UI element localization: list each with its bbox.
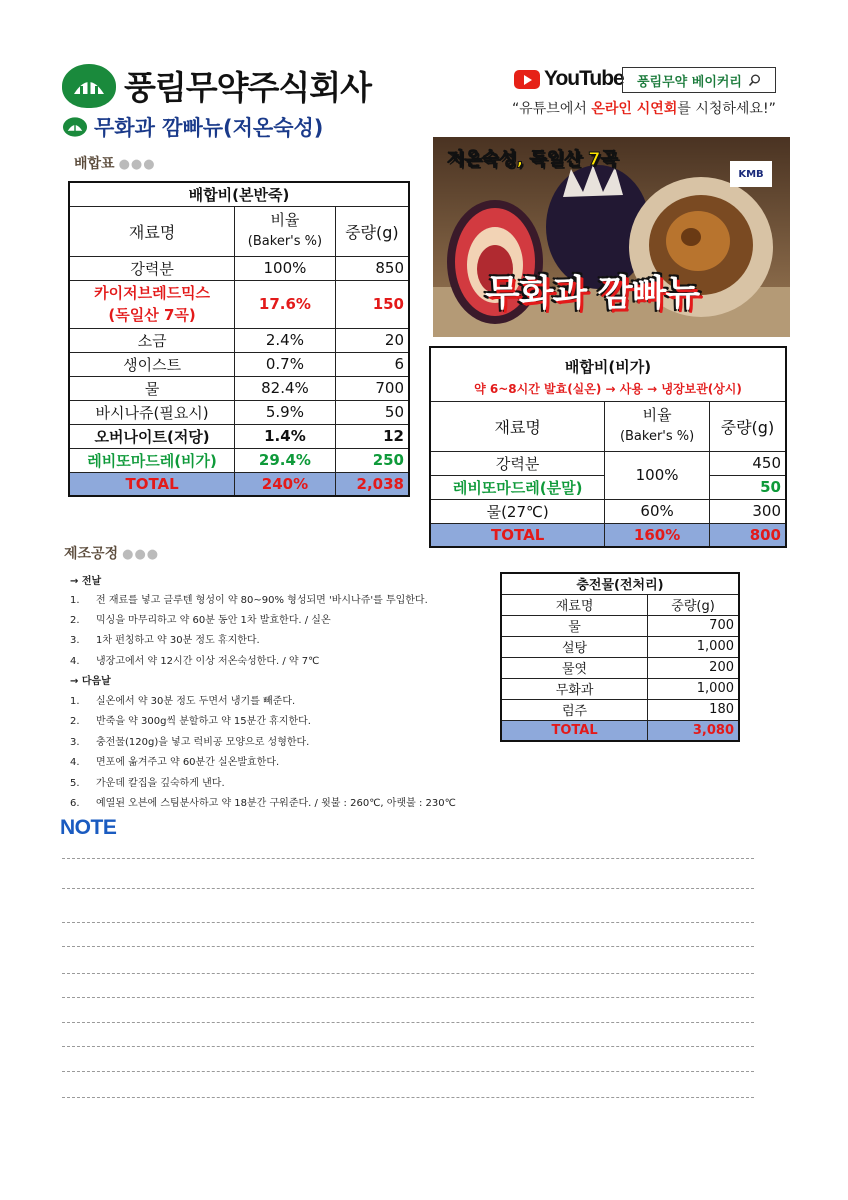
ingredient-weight: 450 <box>709 451 786 475</box>
company-logo <box>62 62 371 109</box>
note-line <box>62 888 754 889</box>
list-item <box>70 712 311 727</box>
kmb-logo: KMB <box>730 161 772 187</box>
process-heading-text: 제조공정 <box>64 546 119 562</box>
page-title: 무화과 깜빠뉴(저온숙성) <box>94 116 324 140</box>
ingredient-ratio: 60% <box>605 499 710 523</box>
product-title-row <box>62 112 323 142</box>
total-label: TOTAL <box>430 523 605 547</box>
table-row <box>501 699 739 720</box>
table-row <box>69 448 409 472</box>
ingredient-name: 강력분 <box>69 256 235 280</box>
table-row <box>69 424 409 448</box>
col-header-weight: 중량(g) <box>648 594 739 615</box>
step-number: 1. <box>70 696 80 707</box>
col-header-name: 재료명 <box>430 401 605 451</box>
ingredient-weight: 700 <box>648 615 739 636</box>
note-line <box>62 1097 754 1098</box>
filling-table <box>500 572 740 742</box>
heading-dots: ●●● <box>122 547 160 562</box>
total-row <box>430 523 786 547</box>
step-number: 4. <box>70 656 80 667</box>
ingredient-ratio: 29.4% <box>235 448 336 472</box>
ingredient-name: 생이스트 <box>69 352 235 376</box>
col-header-name: 재료명 <box>501 594 648 615</box>
tree-logo-icon <box>62 64 116 108</box>
ingredient-weight: 12 <box>335 424 409 448</box>
formula-heading-text: 배합표 <box>74 156 115 172</box>
search-icon <box>748 74 761 87</box>
channel-search-label: 풍림무약 베이커리 <box>637 74 742 90</box>
table-row <box>430 499 786 523</box>
ingredient-ratio: 17.6% <box>235 280 336 328</box>
note-line <box>62 973 754 974</box>
note-line <box>62 1071 754 1072</box>
ingredient-weight: 1,000 <box>648 678 739 699</box>
ingredient-ratio: 82.4% <box>235 376 336 400</box>
list-item <box>70 692 295 707</box>
total-row <box>69 472 409 496</box>
ingredient-weight: 150 <box>335 280 409 328</box>
ingredient-weight: 20 <box>335 328 409 352</box>
caption-highlight: 온라인 시연회 <box>591 101 678 117</box>
youtube-wordmark: YouTube <box>544 67 624 90</box>
note-heading: NOTE <box>60 816 117 839</box>
ingredient-ratio: 5.9% <box>235 400 336 424</box>
ingredient-name-line2: (독일산 7곡) <box>108 306 196 324</box>
col-header-weight: 중량(g) <box>335 206 409 256</box>
day2-heading: → 다음날 <box>70 676 111 687</box>
ingredient-name: 물 <box>69 376 235 400</box>
list-item <box>70 611 331 626</box>
biga-table <box>429 346 787 548</box>
youtube-logo <box>514 67 624 91</box>
ingredient-weight: 50 <box>335 400 409 424</box>
table-row <box>69 376 409 400</box>
ingredient-name: 소금 <box>69 328 235 352</box>
ingredient-name: 물엿 <box>501 657 648 678</box>
step-number: 4. <box>70 757 80 768</box>
step-text: 믹싱을 마무리하고 약 60분 동안 1차 발효한다. / 실온 <box>96 615 331 626</box>
step-text: 예열된 오븐에 스팀분사하고 약 18분간 구워준다. / 윗불 : 260℃, 아랫불 : 230℃ <box>96 798 456 809</box>
total-label: TOTAL <box>69 472 235 496</box>
ingredient-ratio: 2.4% <box>235 328 336 352</box>
ingredient-name: 강력분 <box>430 451 605 475</box>
ingredient-weight: 700 <box>335 376 409 400</box>
step-text: 가운데 칼집을 깊숙하게 낸다. <box>96 778 225 789</box>
ingredient-name: 럼주 <box>501 699 648 720</box>
list-item <box>70 652 319 667</box>
main-dough-table <box>68 181 410 497</box>
total-weight: 2,038 <box>335 472 409 496</box>
table-row <box>430 451 786 475</box>
step-number: 2. <box>70 716 80 727</box>
formula-section-heading <box>74 153 156 173</box>
step-text: 실온에서 약 30분 정도 두면서 냉기를 빼준다. <box>96 696 296 707</box>
ingredient-name: 물(27℃) <box>430 499 605 523</box>
table-row <box>501 678 739 699</box>
merged-ratio: 100% <box>605 451 710 499</box>
step-text: 냉장고에서 약 12시간 이상 저온숙성한다. / 약 7℃ <box>96 656 320 667</box>
ingredient-weight: 180 <box>648 699 739 720</box>
table-row <box>69 400 409 424</box>
banner-product-name: 무화과 깜빠뉴 <box>485 273 700 314</box>
step-number: 2. <box>70 615 80 626</box>
table-title: 충전물(전처리) <box>501 573 739 594</box>
day1-heading: → 전날 <box>70 576 102 587</box>
ingredient-weight: 50 <box>709 475 786 499</box>
ingredient-ratio: 0.7% <box>235 352 336 376</box>
note-line <box>62 922 754 923</box>
ingredient-ratio: 1.4% <box>235 424 336 448</box>
note-line <box>62 1022 754 1023</box>
ingredient-weight: 6 <box>335 352 409 376</box>
ingredient-weight: 1,000 <box>648 636 739 657</box>
ingredient-name: 레비또마드레(비가) <box>69 448 235 472</box>
heading-dots: ●●● <box>118 157 156 172</box>
list-item <box>70 753 279 768</box>
step-text: 전 재료를 넣고 글루텐 형성이 약 80~90% 형성되면 '바시나쥬'를 투입한다. <box>96 595 428 606</box>
caption-post: 를 시청하세요!” <box>677 101 776 117</box>
total-row <box>501 720 739 741</box>
list-item <box>70 591 428 606</box>
note-line <box>62 946 754 947</box>
product-banner-image <box>433 137 790 337</box>
col-header-ratio <box>605 401 710 451</box>
step-number: 6. <box>70 798 80 809</box>
table-row <box>69 280 409 328</box>
total-ratio: 240% <box>235 472 336 496</box>
col-header-name: 재료명 <box>69 206 235 256</box>
step-text: 1차 펀칭하고 약 30분 정도 휴지한다. <box>96 635 260 646</box>
ingredient-name: 바시나쥬(필요시) <box>69 400 235 424</box>
note-line <box>62 1046 754 1047</box>
ingredient-weight: 200 <box>648 657 739 678</box>
note-line <box>62 858 754 859</box>
table-row <box>69 328 409 352</box>
ratio-label: 비율 <box>642 406 672 424</box>
ingredient-ratio: 100% <box>235 256 336 280</box>
youtube-play-icon <box>514 70 540 89</box>
step-number: 1. <box>70 595 80 606</box>
company-name: 풍림무약주식회사 <box>124 68 372 107</box>
ingredient-name: 설탕 <box>501 636 648 657</box>
ingredient-name: 무화과 <box>501 678 648 699</box>
list-item <box>70 733 309 748</box>
ratio-unit: (Baker's %) <box>619 429 695 444</box>
total-weight: 3,080 <box>648 720 739 741</box>
table-row <box>69 256 409 280</box>
note-line <box>62 997 754 998</box>
total-label: TOTAL <box>501 720 648 741</box>
step-text: 면포에 옮겨주고 약 60분간 실온발효한다. <box>96 757 280 768</box>
table-title: 배합비(비가) <box>430 347 786 377</box>
total-weight: 800 <box>709 523 786 547</box>
col-header-weight: 중량(g) <box>709 401 786 451</box>
list-item <box>70 631 260 646</box>
ingredient-name: 물 <box>501 615 648 636</box>
list-item <box>70 794 456 809</box>
banner-tagline: 저온숙성, 독일산 7곡 <box>447 149 618 170</box>
table-row <box>69 352 409 376</box>
ingredient-name-line1: 카이저브레드믹스 <box>94 284 211 302</box>
col-header-ratio <box>235 206 336 256</box>
tree-small-icon <box>62 116 88 138</box>
table-row <box>501 636 739 657</box>
ingredient-weight: 250 <box>335 448 409 472</box>
total-ratio: 160% <box>605 523 710 547</box>
step-number: 3. <box>70 635 80 646</box>
step-number: 3. <box>70 737 80 748</box>
caption-pre: “유튜브에서 <box>512 101 592 117</box>
youtube-caption <box>512 98 776 118</box>
ingredient-name: 오버나이트(저당) <box>69 424 235 448</box>
process-section-heading <box>64 543 159 563</box>
ratio-unit: (Baker's %) <box>247 234 323 249</box>
biga-subtitle: 약 6~8시간 발효(실온) → 사용 → 냉장보관(상시) <box>430 377 786 401</box>
ingredient-name <box>69 280 235 328</box>
step-text: 반죽을 약 300g씩 분할하고 약 15분간 휴지한다. <box>96 716 311 727</box>
step-number: 5. <box>70 778 80 789</box>
table-title: 배합비(본반죽) <box>69 182 409 206</box>
step-text: 충전물(120g)을 넣고 럭비공 모양으로 성형한다. <box>96 737 310 748</box>
ingredient-weight: 850 <box>335 256 409 280</box>
table-row <box>501 657 739 678</box>
channel-search-box[interactable] <box>622 67 776 93</box>
ingredient-weight: 300 <box>709 499 786 523</box>
list-item <box>70 774 225 789</box>
ratio-label: 비율 <box>270 211 300 229</box>
ingredient-name: 레비또마드레(분말) <box>430 475 605 499</box>
table-row <box>501 615 739 636</box>
